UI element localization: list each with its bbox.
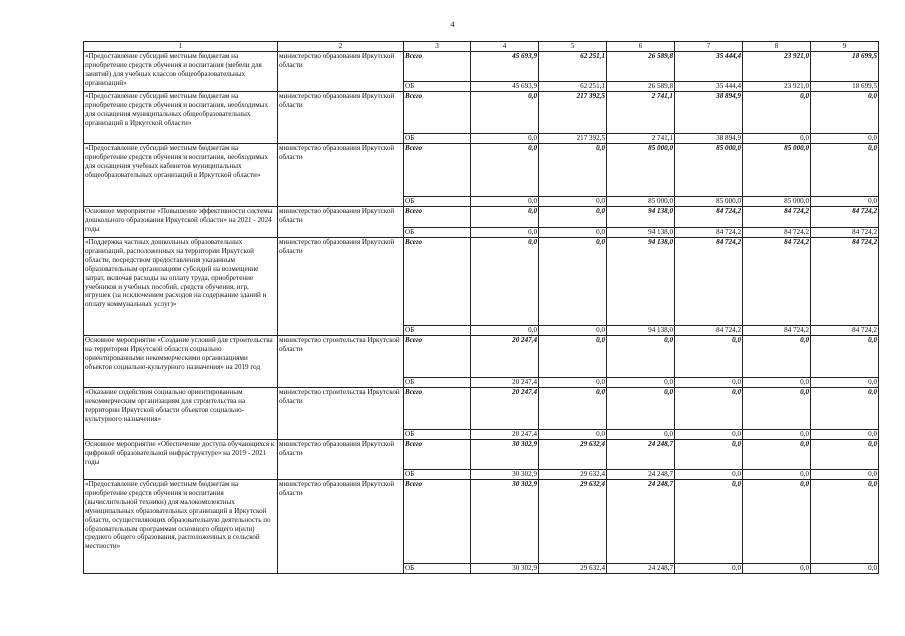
table-row (84, 440, 879, 470)
funding-source-ob: ОБ (404, 564, 471, 574)
ob-amount: 0,0 (471, 134, 539, 144)
ob-amount: 30 302,9 (471, 564, 539, 574)
total-amount: 94 138,0 (607, 207, 675, 228)
total-amount: 0,0 (811, 388, 879, 430)
total-amount: 24 248,7 (607, 480, 675, 564)
ob-amount: 84 724,2 (675, 326, 743, 336)
activity-name: «Предоставление субсидий местным бюджетам на приобретение средств обучения и воспитания (мебели для занятий) для учебных классов общеобразовательных организаций» (84, 52, 278, 92)
funding-source-total: Всего (404, 440, 471, 470)
funding-source-ob: ОБ (404, 378, 471, 388)
total-amount: 20 247,4 (471, 388, 539, 430)
ob-amount: 45 693,9 (471, 82, 539, 92)
total-amount: 45 693,9 (471, 52, 539, 82)
total-amount: 0,0 (471, 92, 539, 134)
budget-table-body (84, 42, 879, 574)
executor-name: министерство образования Иркутской области (278, 207, 404, 238)
total-amount: 0,0 (811, 336, 879, 378)
total-amount: 0,0 (539, 388, 607, 430)
ob-amount: 0,0 (743, 430, 811, 440)
executor-name: министерство образования Иркутской области (278, 52, 404, 92)
ob-amount: 38 894,9 (675, 134, 743, 144)
activity-name: Основное мероприятие «Создание условий для строительства на территории Иркутской области социально ориентированными некоммерческими организациями объектов социально-культурного назначения» на 2019 год (84, 336, 278, 388)
total-amount: 2 741,1 (607, 92, 675, 134)
total-amount: 0,0 (539, 336, 607, 378)
page-number: 4 (450, 20, 455, 29)
total-amount: 24 248,7 (607, 440, 675, 470)
ob-amount: 29 632,4 (539, 470, 607, 480)
total-amount: 0,0 (811, 144, 879, 197)
total-amount: 0,0 (811, 480, 879, 564)
column-number: 4 (471, 42, 539, 52)
column-number: 3 (404, 42, 471, 52)
funding-source-total: Всего (404, 480, 471, 564)
ob-amount: 94 138,0 (607, 228, 675, 238)
total-amount: 85 000,0 (743, 144, 811, 197)
total-amount: 30 302,9 (471, 440, 539, 470)
executor-name: министерство образования Иркутской области (278, 440, 404, 480)
ob-amount: 85 000,0 (607, 197, 675, 207)
table-row (84, 388, 879, 430)
activity-name: «Предоставление субсидий местным бюджетам на приобретение средств обучения и воспитания, необходимых для оснащения учебных кабинетов муниципальных общеобразовательных организаций в Иркутской области» (84, 144, 278, 207)
total-amount: 84 724,2 (675, 207, 743, 228)
total-amount: 0,0 (743, 92, 811, 134)
total-amount: 62 251,1 (539, 52, 607, 82)
ob-amount: 20 247,4 (471, 378, 539, 388)
ob-amount: 0,0 (743, 378, 811, 388)
activity-name: «Предоставление субсидий местным бюджетам на приобретение средств обучения и воспитания, необходимых для оснащения муниципальных общеобразовательных организаций в Иркутской области» (84, 92, 278, 144)
total-amount: 38 894,9 (675, 92, 743, 134)
funding-source-ob: ОБ (404, 82, 471, 92)
ob-amount: 0,0 (539, 378, 607, 388)
activity-name: Основное мероприятие «Повышение эффективности системы дошкольного образования Иркутской области» на 2021 - 2024 годы (84, 207, 278, 238)
table-row (84, 336, 879, 378)
total-amount: 85 000,0 (607, 144, 675, 197)
total-amount: 0,0 (743, 440, 811, 470)
funding-source-total: Всего (404, 52, 471, 82)
funding-source-total: Всего (404, 207, 471, 228)
ob-amount: 0,0 (539, 228, 607, 238)
column-number: 6 (607, 42, 675, 52)
total-amount: 0,0 (471, 207, 539, 228)
total-amount: 0,0 (607, 336, 675, 378)
ob-amount: 0,0 (471, 197, 539, 207)
funding-source-total: Всего (404, 238, 471, 326)
ob-amount: 24 248,7 (607, 470, 675, 480)
table-row (84, 207, 879, 228)
budget-table (83, 41, 879, 574)
ob-amount: 0,0 (471, 326, 539, 336)
total-amount: 18 699,5 (811, 52, 879, 82)
ob-amount: 0,0 (675, 564, 743, 574)
table-row (84, 52, 879, 82)
ob-amount: 217 392,5 (539, 134, 607, 144)
total-amount: 85 000,0 (675, 144, 743, 197)
column-number: 8 (743, 42, 811, 52)
total-amount: 0,0 (675, 336, 743, 378)
funding-source-ob: ОБ (404, 470, 471, 480)
ob-amount: 85 000,0 (743, 197, 811, 207)
total-amount: 217 392,5 (539, 92, 607, 134)
total-amount: 35 444,4 (675, 52, 743, 82)
ob-amount: 30 302,9 (471, 470, 539, 480)
ob-amount: 0,0 (675, 430, 743, 440)
column-number: 7 (675, 42, 743, 52)
ob-amount: 0,0 (743, 470, 811, 480)
ob-amount: 0,0 (743, 134, 811, 144)
ob-amount: 35 444,4 (675, 82, 743, 92)
total-amount: 84 724,2 (743, 207, 811, 228)
table-row (84, 92, 879, 134)
ob-amount: 85 000,0 (675, 197, 743, 207)
total-amount: 0,0 (811, 440, 879, 470)
total-amount: 0,0 (743, 480, 811, 564)
total-amount: 0,0 (471, 144, 539, 197)
total-amount: 0,0 (471, 238, 539, 326)
total-amount: 0,0 (675, 440, 743, 470)
ob-amount: 0,0 (471, 228, 539, 238)
ob-amount: 26 589,8 (607, 82, 675, 92)
funding-source-ob: ОБ (404, 197, 471, 207)
ob-amount: 24 248,7 (607, 564, 675, 574)
total-amount: 0,0 (675, 480, 743, 564)
total-amount: 26 589,8 (607, 52, 675, 82)
column-number: 9 (811, 42, 879, 52)
ob-amount: 0,0 (539, 430, 607, 440)
total-amount: 0,0 (607, 388, 675, 430)
table-row (84, 480, 879, 564)
total-amount: 0,0 (539, 144, 607, 197)
column-number-row (84, 42, 879, 52)
activity-name: Основное мероприятие «Обеспечение доступа обучающихся к цифровой образовательной инфраструктуре» на 2019 - 2021 годы (84, 440, 278, 480)
total-amount: 0,0 (743, 388, 811, 430)
ob-amount: 0,0 (539, 326, 607, 336)
total-amount: 29 632,4 (539, 480, 607, 564)
funding-source-total: Всего (404, 92, 471, 134)
ob-amount: 0,0 (675, 378, 743, 388)
table-row (84, 238, 879, 326)
funding-source-total: Всего (404, 388, 471, 430)
total-amount: 0,0 (743, 336, 811, 378)
funding-source-ob: ОБ (404, 326, 471, 336)
ob-amount: 0,0 (675, 470, 743, 480)
column-number: 1 (84, 42, 278, 52)
activity-name: «Предоставление субсидий местным бюджетам на приобретение средств обучения и воспитания (вычислительной техники) для малокомплектных муниципальных образовательных организаций в Иркутской области, осуществляющих образовательную деятельность по образовательным программам основного общего и(или) среднего общего образования, расположенных в сельской местности» (84, 480, 278, 574)
ob-amount: 0,0 (811, 378, 879, 388)
funding-source-ob: ОБ (404, 430, 471, 440)
ob-amount: 2 741,1 (607, 134, 675, 144)
total-amount: 0,0 (675, 388, 743, 430)
executor-name: министерство образования Иркутской области (278, 92, 404, 144)
ob-amount: 0,0 (607, 378, 675, 388)
ob-amount: 94 138,0 (607, 326, 675, 336)
total-amount: 0,0 (811, 92, 879, 134)
total-amount: 29 632,4 (539, 440, 607, 470)
total-amount: 84 724,2 (743, 238, 811, 326)
total-amount: 30 302,9 (471, 480, 539, 564)
ob-amount: 84 724,2 (811, 228, 879, 238)
ob-amount: 0,0 (811, 470, 879, 480)
total-amount: 84 724,2 (675, 238, 743, 326)
executor-name: министерство образования Иркутской области (278, 238, 404, 336)
ob-amount: 84 724,2 (811, 326, 879, 336)
ob-amount: 0,0 (811, 430, 879, 440)
funding-source-total: Всего (404, 336, 471, 378)
funding-source-ob: ОБ (404, 228, 471, 238)
ob-amount: 0,0 (607, 430, 675, 440)
ob-amount: 84 724,2 (743, 326, 811, 336)
ob-amount: 0,0 (539, 197, 607, 207)
ob-amount: 20 247,4 (471, 430, 539, 440)
ob-amount: 0,0 (811, 134, 879, 144)
ob-amount: 0,0 (743, 564, 811, 574)
funding-source-ob: ОБ (404, 134, 471, 144)
executor-name: министерство строительства Иркутской области (278, 336, 404, 388)
total-amount: 20 247,4 (471, 336, 539, 378)
executor-name: министерство образования Иркутской области (278, 480, 404, 574)
total-amount: 84 724,2 (811, 238, 879, 326)
activity-name: «Поддержка частных дошкольных образовательных организаций, расположенных на территории Иркутской области, посредством предоставления указанным образовательным организациям субсидий на возмещение затрат, включая расходы на оплату труда, приобретение учебников и учебных пособий, средств обучения, игр, игрушек (за исключением расходов на содержание зданий и оплату коммунальных услуг)» (84, 238, 278, 336)
total-amount: 0,0 (539, 238, 607, 326)
ob-amount: 62 251,1 (539, 82, 607, 92)
activity-name: «Оказание содействия социально ориентированным некоммерческим организациям для строительства на территории Иркутской области объектов социально-культурного назначения» (84, 388, 278, 440)
column-number: 2 (278, 42, 404, 52)
executor-name: министерство образования Иркутской области (278, 144, 404, 207)
ob-amount: 84 724,2 (675, 228, 743, 238)
column-number: 5 (539, 42, 607, 52)
ob-amount: 23 921,0 (743, 82, 811, 92)
total-amount: 23 921,0 (743, 52, 811, 82)
ob-amount: 0,0 (811, 564, 879, 574)
table-row (84, 144, 879, 197)
total-amount: 0,0 (539, 207, 607, 228)
funding-source-total: Всего (404, 144, 471, 197)
total-amount: 94 138,0 (607, 238, 675, 326)
ob-amount: 18 699,5 (811, 82, 879, 92)
total-amount: 84 724,2 (811, 207, 879, 228)
ob-amount: 84 724,2 (743, 228, 811, 238)
executor-name: министерство строительства Иркутской области (278, 388, 404, 440)
ob-amount: 29 632,4 (539, 564, 607, 574)
ob-amount: 0,0 (811, 197, 879, 207)
